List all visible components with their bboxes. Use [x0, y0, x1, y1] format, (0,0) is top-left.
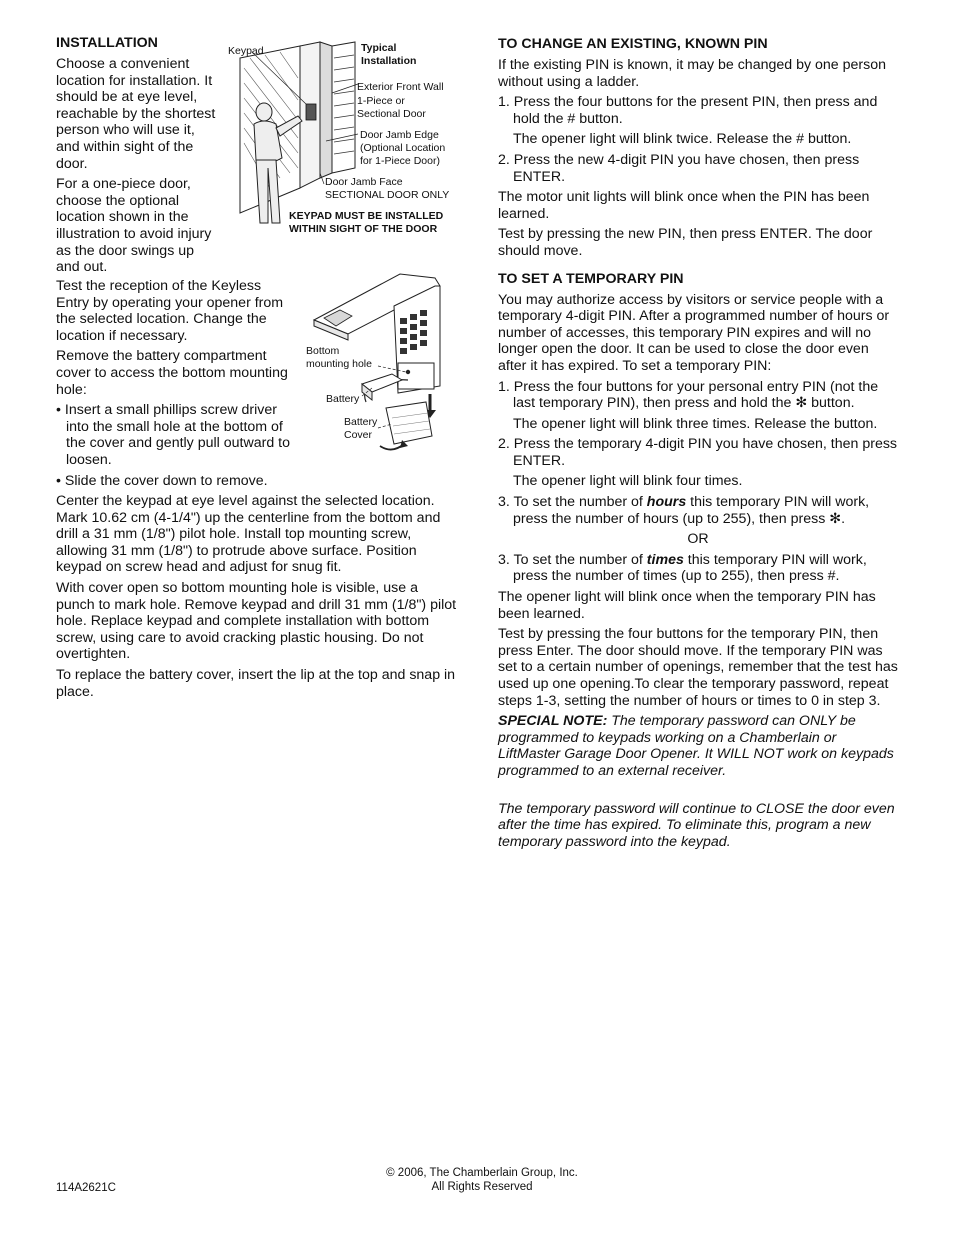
label-bottom-hole-2: mounting hole	[306, 358, 372, 370]
label-wall-2: 1-Piece or	[357, 95, 405, 107]
step3b-em: times	[646, 551, 684, 568]
installation-p1: Choose a convenient location for installation. It should be at eye level, reachable by the shortest person who will use it, and within sight of the door.	[56, 56, 216, 172]
installation-bullet1: • Insert a small phillips screw driver into the small hole at the bottom of the cover and gently pull outward to loosen.	[56, 402, 290, 468]
typical-installation-figure	[220, 38, 460, 238]
installation-p4: Remove the battery compartment cover to access the bottom mounting hole:	[56, 348, 288, 398]
temp-pin-heading: TO SET A TEMPORARY PIN	[498, 270, 684, 287]
special-note-label: SPECIAL NOTE:	[498, 713, 608, 730]
copyright-line: © 2006, The Chamberlain Group, Inc.	[386, 1167, 578, 1179]
step3a-post: this temporary PIN will work, press the number of hours (up to 255), then press ✻.	[513, 494, 870, 527]
special-note	[498, 713, 898, 779]
step3b-post: this temporary PIN will work, press the number of times (up to 255), then press #.	[513, 551, 867, 585]
label-face-2: SECTIONAL DOOR ONLY	[325, 189, 450, 201]
installation-section-mid	[56, 278, 292, 493]
label-battery: Battery	[326, 393, 360, 405]
special-note-text: The temporary password can ONLY be programmed to keypads working on a Chamberlain or LiftMaster Garage Door Opener. It WILL NOT work on keypads programmed to an external receiver.	[498, 713, 894, 779]
temp-pin-step2: 2. Press the temporary 4-digit PIN you have chosen, then press ENTER.	[498, 436, 898, 469]
temp-pin-p3: Test by pressing the four buttons for the temporary PIN, then press Enter. The door should move. If the temporary PIN was set to a certain number of openings, remember that the test has used up one opening.To clear the temporary password, repeat steps 1-3, setting the number of hours or times to 0 in step 3.	[498, 626, 898, 709]
installation-bullet2: • Slide the cover down to remove.	[56, 472, 268, 489]
step3b-pre: 3. To set the number of	[498, 551, 647, 568]
label-warning-1: KEYPAD MUST BE INSTALLED	[289, 210, 444, 222]
label-jamb-1: Door Jamb Edge	[360, 129, 439, 141]
temp-pin-step1: 1. Press the four buttons for your personal entry PIN (not the last temporary PIN), then press and hold the ✻ button.	[498, 378, 879, 412]
part-number: 114A2621C	[56, 1182, 116, 1194]
known-pin-p2: The motor unit lights will blink once when the PIN has been learned.	[498, 189, 870, 222]
label-wall-1: Exterior Front Wall	[357, 81, 444, 93]
label-bottom-hole-1: Bottom	[306, 345, 340, 357]
temp-pin-or: OR	[687, 531, 709, 548]
special-note-2: The temporary password will continue to CLOSE the door even after the time has expired. To eliminate this, program a new temporary password into the keypad.	[498, 800, 895, 850]
label-warning-2: WITHIN SIGHT OF THE DOOR	[289, 223, 438, 235]
installation-section-bottom	[56, 493, 458, 704]
installation-p5: Center the keypad at eye level against the selected location. Mark 10.62 cm (4-1/4") up the centerline from the bottom and drill a 31 mm (1/8") pilot hole. Install top mounting screw, allowing 31 mm (1/8") to protrude above surface. Position keypad on screw head and adjust for snug fit.	[56, 493, 441, 576]
label-cover-1: Battery	[344, 416, 378, 428]
label-jamb-3: for 1-Piece Door)	[360, 155, 440, 167]
label-typical-2: Installation	[361, 55, 417, 67]
known-pin-p1: If the existing PIN is known, it may be changed by one person without using a ladder.	[498, 57, 887, 90]
rights-line: All Rights Reserved	[431, 1181, 533, 1193]
installation-heading: INSTALLATION	[56, 35, 158, 51]
installation-p7: To replace the battery cover, insert the lip at the top and snap in place.	[56, 666, 456, 700]
temp-pin-p2: The opener light will blink once when the temporary PIN has been learned.	[498, 589, 876, 622]
installation-p2: For a one-piece door, choose the optional location shown in the illustration to avoid injury as the door swings up and out.	[56, 176, 212, 276]
label-cover-2: Cover	[344, 429, 373, 441]
label-wall-3: Sectional Door	[357, 108, 426, 120]
temp-pin-step3a	[498, 494, 898, 527]
known-pin-step1b: The opener light will blink twice. Release the # button.	[513, 131, 852, 148]
known-pin-heading: TO CHANGE AN EXISTING, KNOWN PIN	[498, 36, 768, 52]
known-pin-p3: Test by pressing the new PIN, then press ENTER. The door should move.	[498, 226, 873, 259]
temp-pin-step2b: The opener light will blink four times.	[513, 473, 743, 490]
step3a-pre: 3. To set the number of	[498, 494, 647, 511]
step3a-em: hours	[646, 494, 687, 511]
known-pin-step1: 1. Press the four buttons for the present PIN, then press and hold the # button.	[498, 94, 878, 127]
keypad-battery-figure	[300, 268, 460, 458]
temp-pin-step3b	[498, 552, 898, 585]
installation-p3: Test the reception of the Keyless Entry by operating your opener from the selected location. Change the location if necessary.	[56, 278, 284, 344]
temp-pin-p1: You may authorize access by visitors or service people with a temporary 4-digit PIN. After a programmed number of hours or number of accesses, this temporary PIN expires and will no longer open the door. It can be used to close the door even after it has expired. To set a temporary PIN:	[498, 291, 890, 374]
label-keypad: Keypad	[228, 45, 264, 57]
label-face-1: Door Jamb Face	[325, 176, 403, 188]
label-typical-1: Typical	[361, 42, 397, 54]
right-column	[498, 36, 898, 854]
installation-p6: With cover open so bottom mounting hole is visible, use a punch to mark hole. Remove keypad and drill 31 mm (1/8") pilot hole. Replace keypad and complete installation with bottom screw, using care to avoid cracking plastic housing. Do not overtighten.	[56, 579, 457, 663]
known-pin-step2: 2. Press the new 4-digit PIN you have chosen, then press ENTER.	[498, 151, 860, 185]
footer-copyright	[327, 1166, 637, 1194]
temp-pin-step1b: The opener light will blink three times. Release the button.	[513, 415, 878, 432]
installation-section-top	[56, 35, 216, 280]
label-jamb-2: (Optional Location	[360, 142, 446, 154]
